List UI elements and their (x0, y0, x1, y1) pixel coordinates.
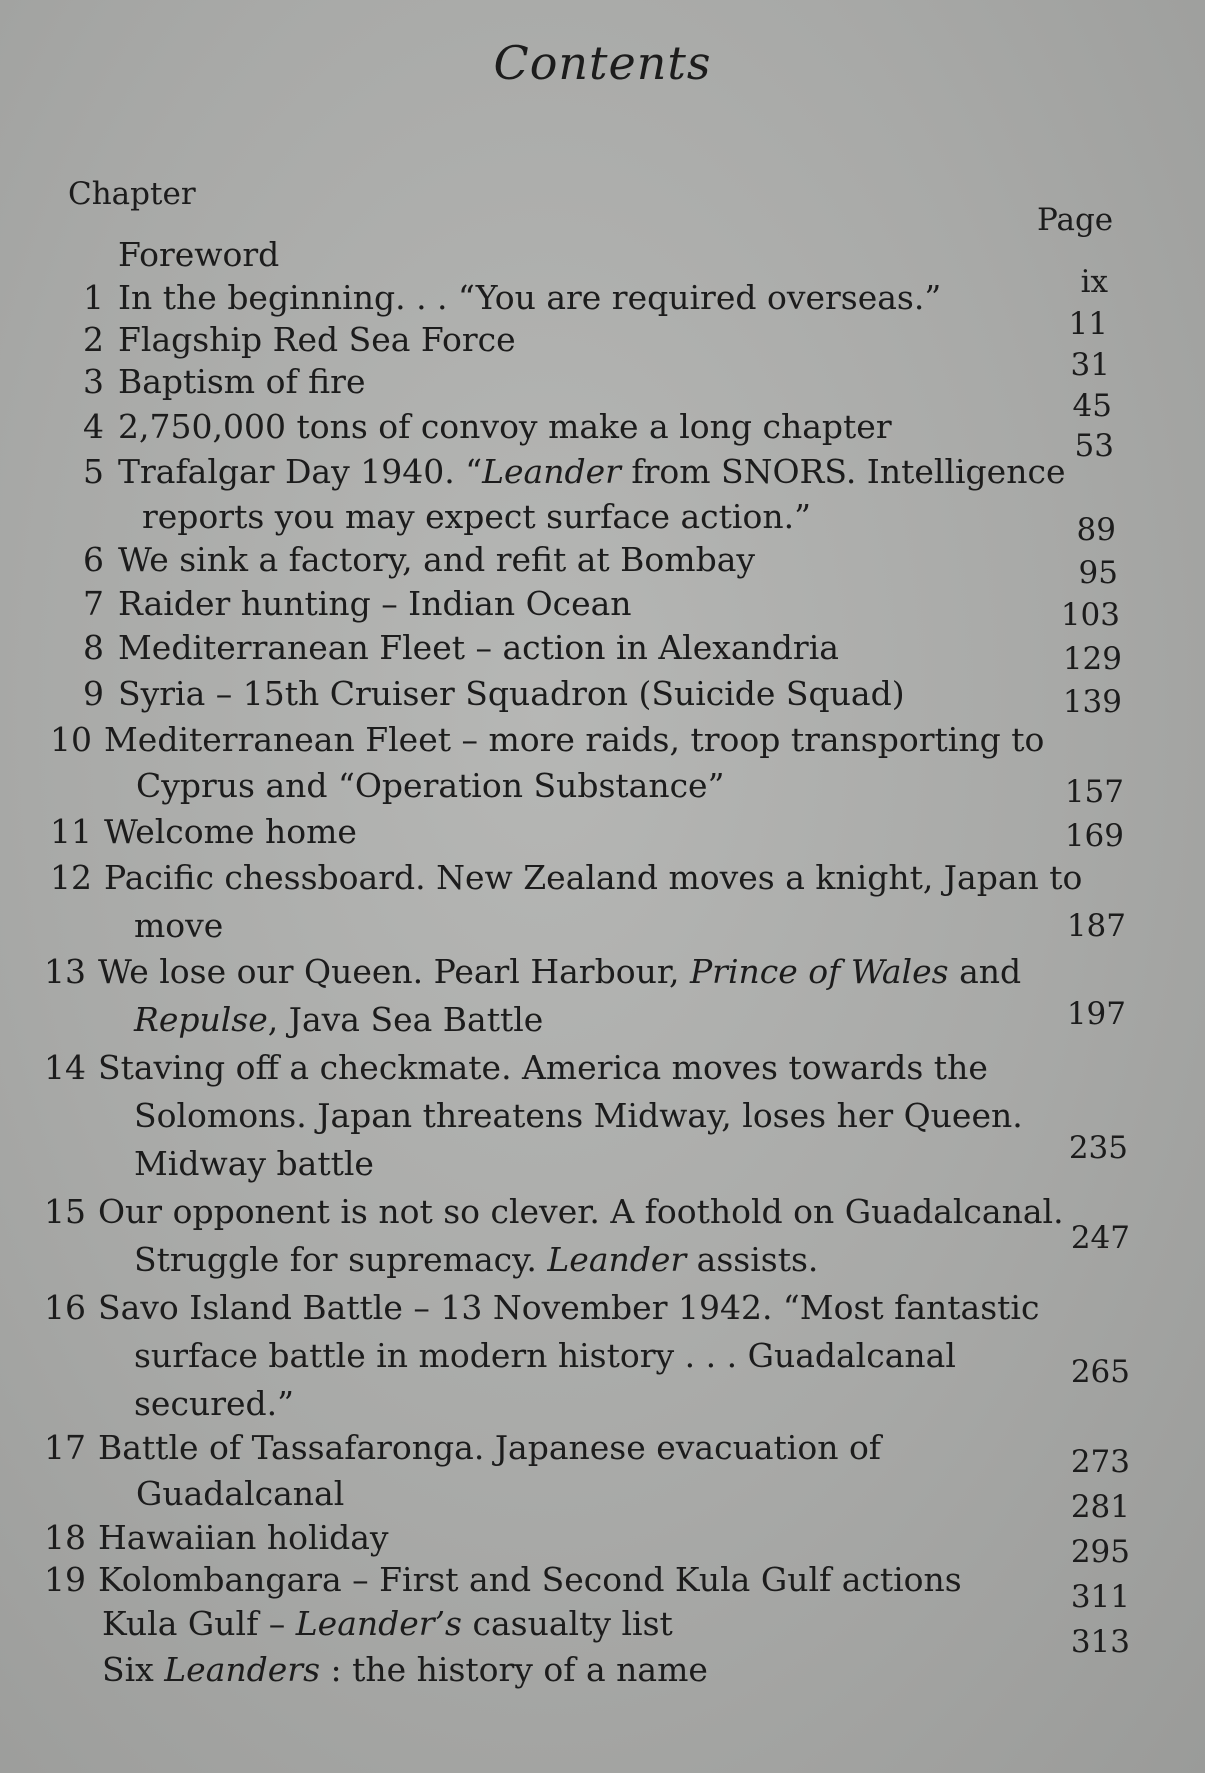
entry-title: Kula Gulf – Leander’s casualty list (102, 1604, 673, 1643)
toc-entry-4 (68, 407, 892, 446)
chapter-number: 6 (83, 540, 104, 579)
entry-title: In the beginning. . . “You are required overseas.” (118, 278, 942, 317)
entry-title: Trafalgar Day 1940. “Leander from SNORS. Intelligence (118, 452, 1066, 491)
toc-entry-18 (44, 1518, 389, 1557)
chapter-number: 14 (44, 1048, 86, 1087)
page-number: 313 (1070, 1624, 1130, 1660)
entry-title-continued: Cyprus and “Operation Substance” (136, 766, 725, 805)
entry-title-continued: Midway battle (134, 1144, 374, 1183)
entry-title: Foreword (118, 235, 280, 274)
toc-entry-foreword (118, 235, 279, 274)
toc-entry-17-cont (136, 1474, 344, 1513)
toc-entry-19 (44, 1560, 962, 1599)
chapter-column-header: Chapter (68, 176, 196, 212)
chapter-number: 4 (83, 407, 104, 446)
toc-entry-6 (68, 540, 755, 579)
toc-entry-12 (50, 858, 1082, 897)
page-number: 265 (1070, 1354, 1130, 1390)
page-title: Contents (493, 36, 712, 90)
page-number: ix (1080, 264, 1108, 300)
chapter-number: 19 (44, 1560, 86, 1599)
page-number: 95 (1078, 555, 1118, 591)
chapter-number: 7 (83, 584, 104, 623)
page-column-header: Page (1037, 202, 1114, 238)
page-number: 129 (1062, 641, 1122, 677)
entry-title: Hawaiian holiday (98, 1518, 389, 1557)
entry-title: Welcome home (104, 812, 357, 851)
toc-entry-13-cont (134, 1000, 543, 1039)
chapter-number: 1 (83, 278, 104, 317)
toc-entry-16 (44, 1288, 1039, 1327)
chapter-number: 11 (50, 812, 92, 851)
toc-entry-1 (68, 278, 941, 317)
entry-title-continued: Struggle for supremacy. Leander assists. (134, 1240, 819, 1279)
toc-entry-10 (50, 720, 1044, 759)
entry-title-continued: secured.” (134, 1384, 294, 1423)
page-number: 45 (1072, 388, 1112, 424)
entry-title-continued: Solomons. Japan threatens Midway, loses her Queen. (134, 1096, 1023, 1135)
entry-title-continued: Guadalcanal (136, 1474, 345, 1513)
page-number: 31 (1070, 347, 1110, 383)
toc-entry-12-cont (134, 906, 223, 945)
page-number: 53 (1074, 428, 1114, 464)
entry-title: Six Leanders : the history of a name (102, 1650, 708, 1689)
entry-title: Battle of Tassafaronga. Japanese evacuation of (98, 1428, 882, 1467)
entry-title: Raider hunting – Indian Ocean (118, 584, 632, 623)
entry-title: Kolombangara – First and Second Kula Gulf actions (98, 1560, 962, 1599)
chapter-number: 15 (44, 1192, 86, 1231)
entry-title: Staving off a checkmate. America moves towards the (98, 1048, 988, 1087)
toc-entry-2 (68, 320, 516, 359)
toc-entry-5 (68, 452, 1065, 491)
entry-title-continued: reports you may expect surface action.” (142, 497, 811, 536)
page-number: 235 (1068, 1130, 1128, 1166)
toc-entry-15-cont (134, 1240, 818, 1279)
page-number: 157 (1064, 774, 1124, 810)
toc-entry-8 (68, 628, 839, 667)
chapter-number: 8 (83, 628, 104, 667)
page-number: 89 (1076, 512, 1116, 548)
toc-entry-13 (44, 952, 1021, 991)
entry-title: Our opponent is not so clever. A foothold on Guadalcanal. (98, 1192, 1064, 1231)
entry-title: Mediterranean Fleet – more raids, troop transporting to (104, 720, 1045, 759)
entry-title: We sink a factory, and refit at Bombay (118, 540, 756, 579)
entry-title: Flagship Red Sea Force (118, 320, 516, 359)
toc-entry-11 (50, 812, 357, 851)
chapter-number: 2 (83, 320, 104, 359)
chapter-number: 9 (83, 674, 104, 713)
chapter-number: 13 (44, 952, 86, 991)
entry-title: Baptism of fire (118, 362, 366, 401)
toc-entry-casualty-list (102, 1604, 673, 1643)
toc-entry-5-cont (142, 497, 811, 536)
page-number: 197 (1066, 996, 1126, 1032)
toc-entry-14-cont (134, 1096, 1023, 1135)
entry-title-continued: Repulse, Java Sea Battle (134, 1000, 544, 1039)
entry-title: Pacific chessboard. New Zealand moves a knight, Japan to (104, 858, 1083, 897)
chapter-number: 16 (44, 1288, 86, 1327)
toc-entry-3 (68, 362, 365, 401)
entry-title-continued: surface battle in modern history . . . Guadalcanal (134, 1336, 956, 1375)
toc-entry-15 (44, 1192, 1064, 1231)
page-number: 311 (1070, 1579, 1130, 1615)
entry-title: 2,750,000 tons of convoy make a long chapter (118, 407, 892, 446)
toc-entry-14 (44, 1048, 988, 1087)
toc-entry-7 (68, 584, 632, 623)
toc-entry-six-leanders (102, 1650, 708, 1689)
toc-entry-16-cont (134, 1336, 956, 1375)
page-number: 139 (1062, 684, 1122, 720)
chapter-number: 5 (83, 452, 104, 491)
entry-title: We lose our Queen. Pearl Harbour, Prince of Wales and (98, 952, 1022, 991)
toc-entry-17 (44, 1428, 881, 1467)
toc-entry-10-cont (136, 766, 724, 805)
toc-entry-16-cont-2 (134, 1384, 294, 1423)
chapter-number: 12 (50, 858, 92, 897)
entry-title: Savo Island Battle – 13 November 1942. “Most fantastic (98, 1288, 1040, 1327)
page-number: 247 (1070, 1220, 1130, 1256)
page-number: 273 (1070, 1444, 1130, 1480)
page-number: 295 (1070, 1534, 1130, 1570)
chapter-number: 3 (83, 362, 104, 401)
chapter-number: 18 (44, 1518, 86, 1557)
entry-title: Mediterranean Fleet – action in Alexandria (118, 628, 839, 667)
toc-entry-9 (68, 674, 905, 713)
entry-title: Syria – 15th Cruiser Squadron (Suicide Squad) (118, 674, 905, 713)
page-number: 281 (1070, 1489, 1130, 1525)
page-number: 103 (1060, 597, 1120, 633)
page-number: 187 (1066, 908, 1126, 944)
chapter-number: 10 (50, 720, 92, 759)
page-number: 11 (1068, 306, 1108, 342)
chapter-number: 17 (44, 1428, 86, 1467)
entry-title-continued: move (134, 906, 224, 945)
toc-entry-14-cont-2 (134, 1144, 374, 1183)
page-number: 169 (1064, 818, 1124, 854)
